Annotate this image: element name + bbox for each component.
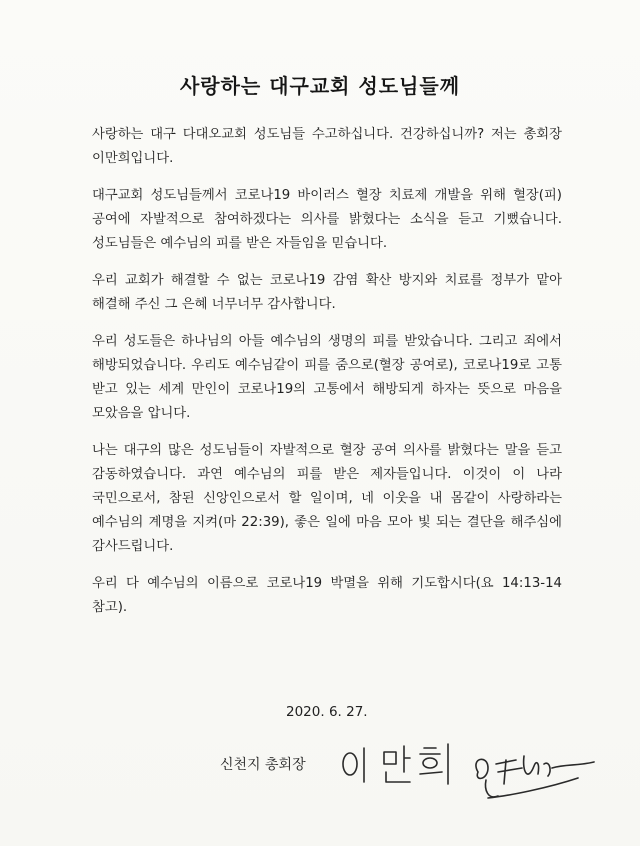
paragraph-3: 우리 교회가 해결할 수 없는 코로나19 감염 확산 방지와 치료를 정부가 맡아 해결해 주신 그 은혜 너무너무 감사합니다. (92, 273, 562, 312)
letter-date: 2020. 6. 27. (286, 704, 368, 720)
paragraph-6: 우리 다 예수님의 이름으로 코로나19 박멸을 위해 기도합시다(요 14:13-14 참고). (92, 576, 562, 615)
letter-body (92, 123, 562, 633)
letter-title: 사랑하는 대구교회 성도님들께 (179, 74, 461, 98)
handwritten-signature (338, 738, 598, 808)
paragraph-4: 우리 성도들은 하나님의 아들 예수님의 생명의 피를 받았습니다. 그리고 죄에서 해방되었습니다. 우리도 예수님같이 피를 줌으로(혈장 공여로), 코로나19로 고통 받고 있는 세계 만인이 코로나19의 고통에서 해방되게 하자는 뜻으로 마음을 모았음을 압니다. (92, 334, 562, 421)
signature-title: 신천지 총회장 (220, 757, 306, 773)
paragraph-1: 사랑하는 대구 다대오교회 성도님들 수고하십니다. 건강하십니까? 저는 총회장 이만희입니다. (92, 127, 562, 166)
signature-block (220, 738, 600, 818)
paragraph-2: 대구교회 성도님들께서 코로나19 바이러스 혈장 치료제 개발을 위해 혈장(피) 공여에 자발적으로 참여하겠다는 의사를 밝혔다는 소식을 듣고 기뻤습니다. 성도님들은 예수님의 피를 받은 자들임을 믿습니다. (92, 188, 562, 251)
paragraph-5: 나는 대구의 많은 성도님들이 자발적으로 혈장 공여 의사를 밝혔다는 말을 듣고 감동하였습니다. 과연 예수님의 피를 받은 제자들입니다. 이것이 이 나라 국민으로서, 참된 신앙인으로서 할 일이며, 네 이웃을 내 몸같이 사랑하라는 예수님의 계명을 지켜(마 22:39), 좋은 일에 마음 모아 빛 되는 결단을 해주심에 감사드립니다. (92, 443, 562, 554)
